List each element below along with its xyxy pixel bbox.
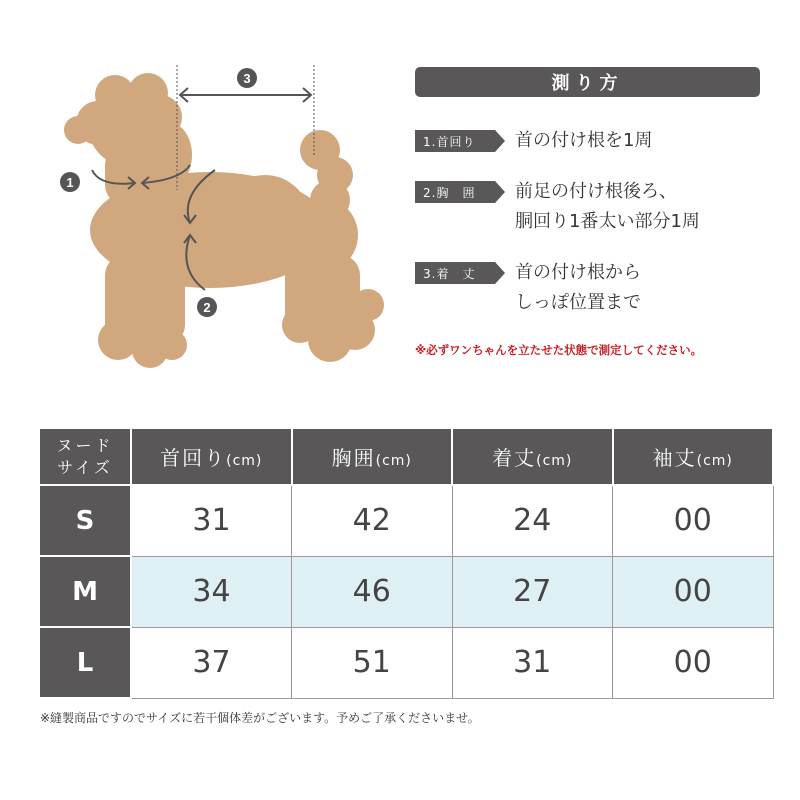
- column-header-label: 着丈: [492, 446, 537, 470]
- table-cell: 31: [131, 485, 292, 556]
- column-header-neck: [131, 428, 292, 485]
- measure-tag-length: 3.着 丈: [415, 262, 495, 284]
- column-header-label: 首回り: [160, 446, 227, 470]
- marker-1-label: 1: [66, 175, 74, 190]
- measure-desc-chest: [515, 177, 700, 237]
- measure-tag-chest: 2.胸 囲: [415, 181, 495, 203]
- table-cell: 42: [292, 485, 453, 556]
- measure-tag-neck: 1.首回り: [415, 130, 495, 152]
- table-cell: 24: [452, 485, 613, 556]
- size-table-header-row: [39, 428, 773, 485]
- column-header-unit: (cm): [696, 453, 733, 469]
- column-header-label: 袖丈: [652, 446, 697, 470]
- dog-silhouette: [64, 73, 384, 368]
- table-row: [39, 485, 773, 556]
- corner-line-2: サイズ: [57, 457, 113, 477]
- column-header-label: 胸囲: [331, 446, 376, 470]
- table-cell: 37: [131, 627, 292, 698]
- measure-desc-line: 首の付け根から: [515, 262, 641, 283]
- table-row: [39, 627, 773, 698]
- table-cell: 46: [292, 556, 453, 627]
- column-header-unit: (cm): [375, 453, 412, 469]
- dog-measurement-diagram: [30, 55, 400, 385]
- table-row: [39, 556, 773, 627]
- table-cell: 31: [452, 627, 613, 698]
- measure-row-chest: [415, 177, 700, 237]
- measure-desc-line: 前足の付け根後ろ、: [515, 181, 677, 202]
- table-cell: 34: [131, 556, 292, 627]
- measure-desc-line: 首の付け根を1周: [515, 130, 653, 151]
- standing-note: ※必ずワンちゃんを立たせた状態で測定してください。: [415, 343, 703, 357]
- measure-row-neck: [415, 126, 652, 156]
- measure-desc-line: 胴回り1番太い部分1周: [515, 211, 700, 232]
- table-cell: 00: [613, 627, 774, 698]
- size-table-corner: [39, 428, 131, 485]
- size-table: [38, 427, 774, 699]
- marker-2-label: 2: [203, 300, 211, 315]
- table-cell: 51: [292, 627, 453, 698]
- column-header-sleeve: [613, 428, 774, 485]
- column-header-unit: (cm): [536, 453, 573, 469]
- column-header-unit: (cm): [226, 453, 263, 469]
- column-header-length: [452, 428, 613, 485]
- row-size-label: S: [39, 485, 131, 556]
- corner-line-1: ヌード: [56, 435, 114, 455]
- measure-row-length: [415, 258, 641, 318]
- variance-footnote: ※縫製商品ですのでサイズに若干個体差がございます。予めご了承くださいませ。: [40, 711, 480, 725]
- measure-desc-neck: [515, 126, 652, 156]
- column-header-chest: [292, 428, 453, 485]
- dog-silhouette-illustration: [30, 55, 400, 385]
- howto-header: 測り方: [415, 67, 760, 97]
- row-size-label: L: [39, 627, 131, 698]
- table-cell: 00: [613, 556, 774, 627]
- measure-desc-length: [515, 258, 641, 318]
- row-size-label: M: [39, 556, 131, 627]
- measure-desc-line: しっぽ位置まで: [515, 292, 641, 313]
- table-cell: 27: [452, 556, 613, 627]
- marker-3-label: 3: [243, 71, 251, 86]
- table-cell: 00: [613, 485, 774, 556]
